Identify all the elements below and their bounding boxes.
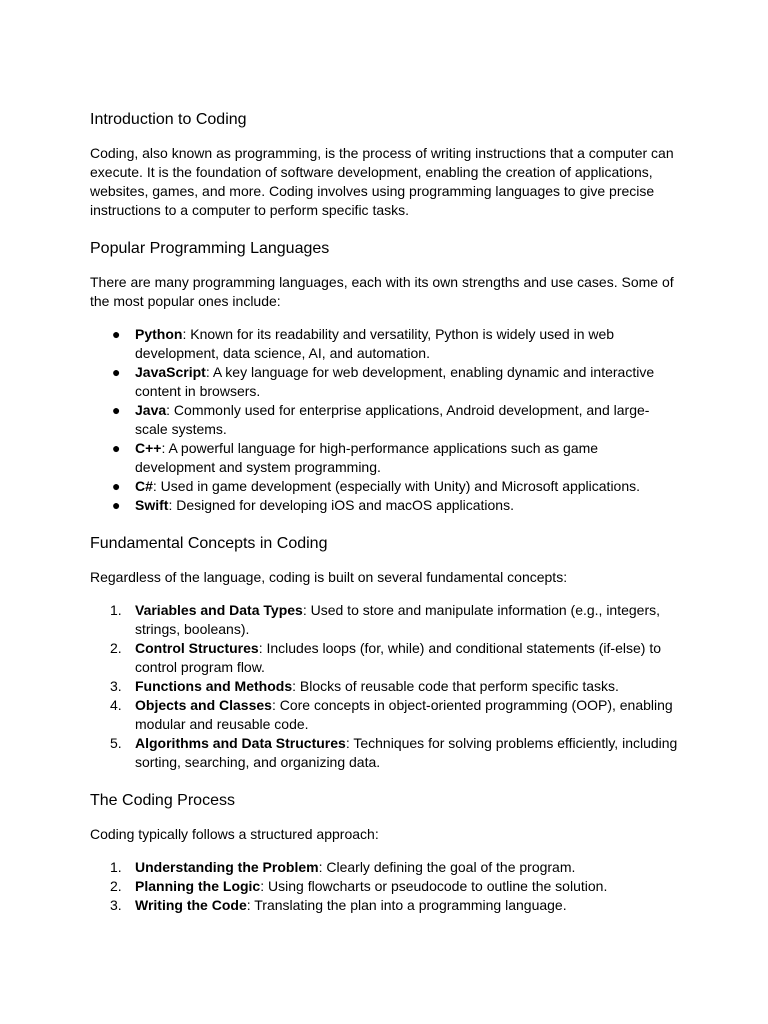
list-item-java (90, 401, 678, 439)
list-item (90, 696, 678, 734)
languages-list (90, 325, 678, 515)
description: : Core concepts in object-oriented programming (OOP), enabling modular and reusable code. (135, 697, 673, 732)
paragraph-popular-languages: There are many programming languages, each with its own strengths and use cases. Some of the most popular ones include: (90, 274, 674, 309)
term: Planning the Logic (135, 878, 261, 894)
list-number: 2. (110, 878, 122, 894)
bullet-icon: ● (112, 497, 121, 513)
heading-coding-process: The Coding Process (90, 792, 235, 809)
bullet-icon: ● (112, 364, 121, 380)
paragraph-fundamental-concepts: Regardless of the language, coding is built on several fundamental concepts: (90, 569, 568, 585)
term: C++ (135, 440, 162, 456)
list-number: 2. (110, 640, 122, 656)
list-number: 3. (110, 678, 122, 694)
term: Swift (135, 497, 169, 513)
paragraph-introduction: Coding, also known as programming, is the process of writing instructions that a computer can execute. It is the foundation of software development, enabling the creation of applications, websites, games, and more. Coding involves using programming languages to give precise instructions to a computer to perform specific tasks. (90, 145, 674, 218)
list-item (90, 734, 678, 772)
list-item (90, 877, 678, 896)
term: Python (135, 326, 183, 342)
term: Understanding the Problem (135, 859, 319, 875)
description: : Known for its readability and versatility, Python is widely used in web development, data science, AI, and automation. (135, 326, 615, 361)
list-item-javascript (90, 363, 678, 401)
list-item (90, 601, 678, 639)
heading-popular-languages: Popular Programming Languages (90, 240, 330, 257)
process-list (90, 858, 678, 915)
list-item-swift (90, 496, 678, 515)
term: Algorithms and Data Structures (135, 735, 346, 751)
bullet-icon: ● (112, 478, 121, 494)
list-item-csharp (90, 477, 678, 496)
description: : A powerful language for high-performance applications such as game development and system programming. (135, 440, 599, 475)
description: : Includes loops (for, while) and conditional statements (if-else) to control program flow. (135, 640, 661, 675)
description: : Techniques for solving problems efficiently, including sorting, searching, and organizing data. (135, 735, 678, 770)
list-number: 5. (110, 735, 122, 751)
description: : Used to store and manipulate information (e.g., integers, strings, booleans). (135, 602, 661, 637)
term: C# (135, 478, 153, 494)
concepts-list (90, 601, 678, 772)
list-number: 1. (110, 602, 122, 618)
term: JavaScript (135, 364, 206, 380)
list-item-cpp (90, 439, 678, 477)
description: : Designed for developing iOS and macOS applications. (168, 497, 514, 513)
list-number: 1. (110, 859, 122, 875)
description: : A key language for web development, enabling dynamic and interactive content in browsers. (135, 364, 655, 399)
list-item (90, 896, 678, 915)
description: : Commonly used for enterprise applications, Android development, and large-scale systems. (135, 402, 650, 437)
term: Functions and Methods (135, 678, 293, 694)
description: : Clearly defining the goal of the program. (318, 859, 576, 875)
term: Control Structures (135, 640, 259, 656)
description: : Blocks of reusable code that perform specific tasks. (292, 678, 619, 694)
list-item (90, 677, 678, 696)
list-number: 3. (110, 897, 122, 913)
description: : Used in game development (especially with Unity) and Microsoft applications. (152, 478, 641, 494)
list-item (90, 858, 678, 877)
bullet-icon: ● (112, 402, 121, 418)
term: Java (135, 402, 167, 418)
heading-introduction: Introduction to Coding (90, 111, 247, 128)
term: Variables and Data Types (135, 602, 303, 618)
bullet-icon: ● (112, 440, 121, 456)
list-item (90, 639, 678, 677)
list-number: 4. (110, 697, 122, 713)
heading-fundamental-concepts: Fundamental Concepts in Coding (90, 535, 328, 552)
term: Objects and Classes (135, 697, 272, 713)
bullet-icon: ● (112, 326, 121, 342)
term: Writing the Code (135, 897, 247, 913)
list-item-python (90, 325, 678, 363)
description: : Translating the plan into a programming language. (246, 897, 567, 913)
description: : Using flowcharts or pseudocode to outline the solution. (260, 878, 608, 894)
paragraph-coding-process: Coding typically follows a structured approach: (90, 826, 379, 842)
